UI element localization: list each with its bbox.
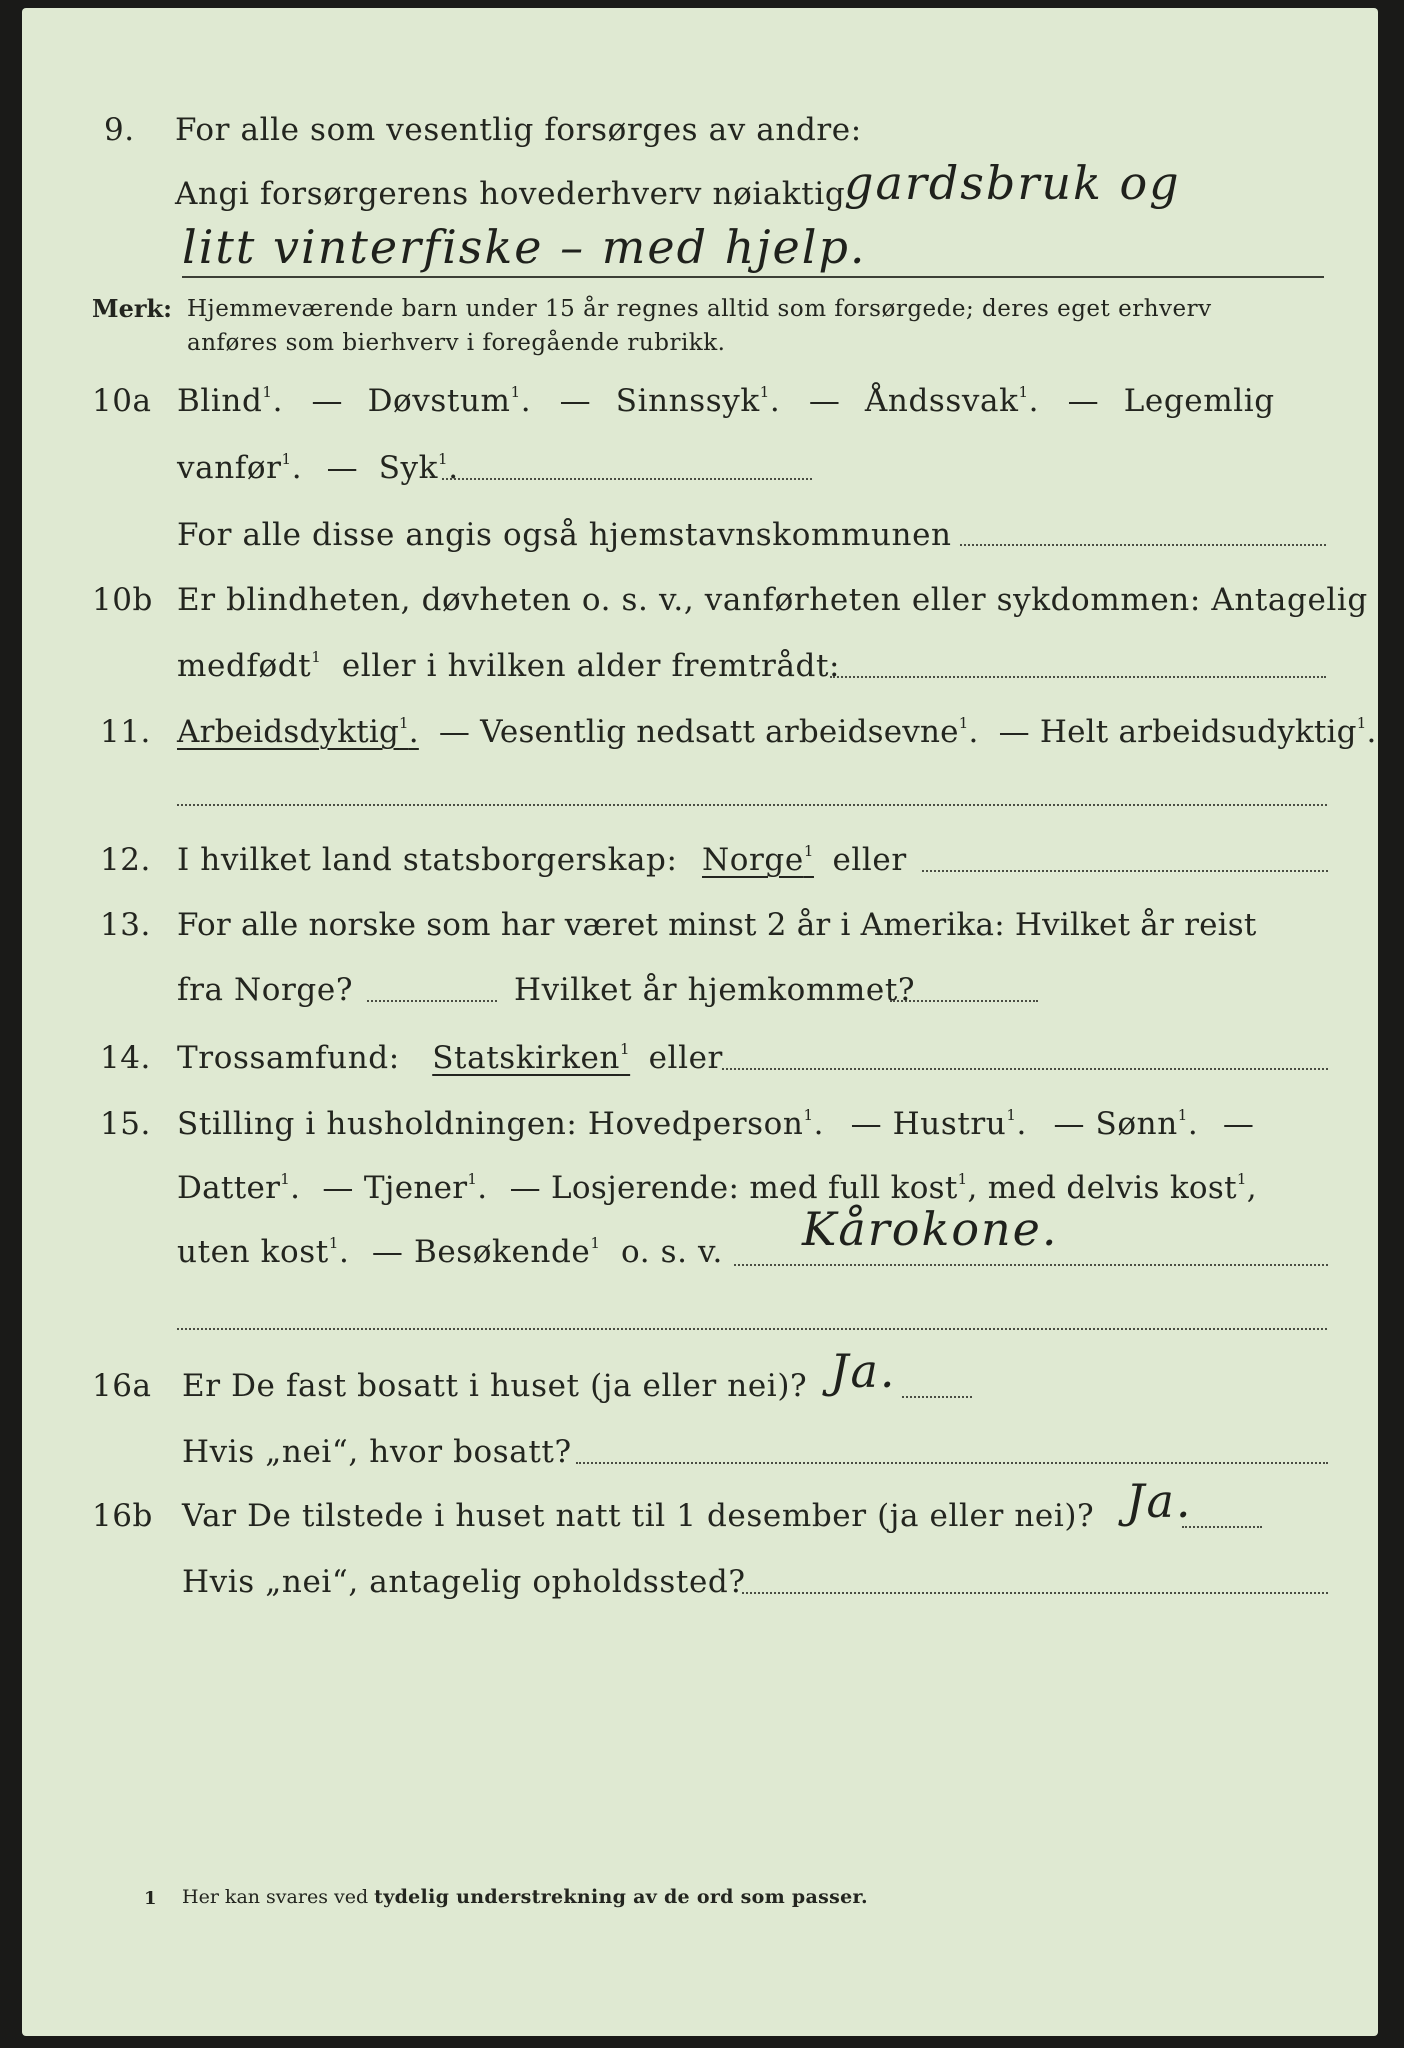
q9-handwritten-answer-b: litt vinterfiske – med hjelp. [182,220,867,274]
q10b-line1: Er blindheten, døvheten o. s. v., vanførheten eller sykdommen: Antagelig [177,582,1368,618]
q10b-line2: medfødt$^1$ eller i hvilken alder fremtrådt: [177,648,841,684]
option-sinnssyk: Sinnssyk [615,383,760,419]
q16b-answer-line [1182,1526,1262,1528]
q16b-opholdssted-answer-line [742,1592,1328,1594]
option-tjener: — Tjener [322,1170,468,1206]
option-datter: Datter [177,1170,281,1206]
q12-number: 12. [100,842,151,878]
q14-number: 14. [100,1040,151,1076]
q13-line1: For alle norske som har været minst 2 år i Amerika: Hvilket år reist [177,907,1257,943]
merk-line1: Hjemmeværende barn under 15 år regnes alltid som forsørgede; deres eget erhverv [187,296,1212,322]
q15-line1: Stilling i husholdningen: Hovedperson$^1$. — Hustru$^1$. — Sønn$^1$. — [177,1106,1255,1142]
q15-line3: uten kost$^1$. — Besøkende$^1$ o. s. v. [177,1234,723,1270]
q10a-options-line2: vanfør$^1$. — Syk$^1$. [177,450,459,486]
merk-label: Merk: [92,294,172,323]
q9-line2: Angi forsørgerens hovederhverv nøiaktig [175,176,846,212]
q15-line2: Datter$^1$. — Tjener$^1$. — Losjerende: med full kost$^1$, med delvis kost$^1$, [177,1170,1257,1206]
q10a-syk-answer-line [442,478,812,480]
q15-answer-line [734,1264,1328,1266]
option-vanfor: vanfør [177,450,282,486]
q16a-answer-line [902,1396,972,1398]
q12-answer-line [922,870,1328,872]
option-vesentlig-nedsatt: — Vesentlig nedsatt arbeidsevne [438,714,959,750]
q9-number: 9. [104,112,135,148]
q16b-handwritten-answer: Ja. [1126,1474,1193,1528]
q15-number: 15. [100,1106,151,1142]
option-helt-arbeidsudyktig: — Helt arbeidsudyktig [998,714,1357,750]
option-arbeidsdyktig-underlined: Arbeidsdyktig$^1$. [177,714,419,750]
q10a-options-line1: Blind$^1$. — Døvstum$^1$. — Sinnssyk$^1$. — Åndssvak$^1$. — Legemlig [177,383,1275,419]
q11-number: 11. [100,714,151,750]
option-uten-kost: uten kost [177,1234,329,1270]
q15-handwritten-answer: Kårokone. [802,1202,1059,1256]
q12-line: I hvilket land statsborgerskap: Norge$^1$ eller [177,842,907,878]
option-losjerende-full-kost: — Losjerende: med full kost [509,1170,958,1206]
q9-line1: For alle som vesentlig forsørges av andre: [175,112,862,148]
option-norge-underlined: Norge$^1$ [702,842,814,878]
q11-options: Arbeidsdyktig$^1$. — Vesentlig nedsatt arbeidsevne$^1$. — Helt arbeidsudyktig$^1$. [177,714,1377,750]
q10b-number: 10b [92,582,153,618]
option-delvis-kost: , med delvis kost [967,1170,1237,1206]
option-hovedperson: Stilling i husholdningen: Hovedperson [177,1106,804,1142]
option-blind: Blind [177,383,263,419]
q14-answer-line [722,1068,1328,1070]
q16b-line1: Var De tilstede i huset natt til 1 desember (ja eller nei)? [182,1498,1095,1534]
q16a-number: 16a [92,1368,152,1404]
q16a-line1: Er De fast bosatt i huset (ja eller nei)? [182,1368,808,1404]
q16a-handwritten-answer: Ja. [830,1344,897,1398]
q13-hjemkommet-answer-line [890,1000,1038,1002]
option-sonn: — Sønn [1053,1106,1178,1142]
q14-line: Trossamfund: Statskirken$^1$ eller [177,1040,723,1076]
q13-reist-answer-line [367,1000,497,1002]
footnote-text: Her kan svares ved tydelig understrekning av de ord som passer. [182,1886,868,1908]
q13-number: 13. [100,907,151,943]
option-dovstum: Døvstum [367,383,511,419]
q15-extra-answer-line [177,1328,1327,1330]
footnote-mark: 1 [144,1888,157,1909]
q10a-kommune-answer-line [960,544,1326,546]
q9-answer-line [182,276,1324,278]
option-besokende: — Besøkende [371,1234,591,1270]
census-form-page [22,8,1378,2036]
q10a-number: 10a [92,383,152,419]
option-andssvak: Åndssvak [864,383,1019,419]
option-hustru: — Hustru [850,1106,1007,1142]
option-syk: Syk [378,450,439,486]
q16b-line2: Hvis „nei“, antagelig opholdssted? [182,1564,746,1600]
q16b-number: 16b [92,1498,153,1534]
q13-fra-norge: fra Norge? [177,972,354,1008]
option-medfodt: medfødt [177,648,312,684]
option-legemlig: Legemlig [1123,383,1275,419]
q16a-line2: Hvis „nei“, hvor bosatt? [182,1434,572,1470]
q16a-bosatt-answer-line [576,1462,1328,1464]
q9-handwritten-answer-a: gardsbruk og [844,156,1181,210]
merk-line2: anføres som bierhverv i foregående rubrikk. [187,330,726,356]
q10a-line3: For alle disse angis også hjemstavnskommunen [177,517,952,553]
q11-answer-line [177,804,1327,806]
q10b-answer-line [830,676,1326,678]
q13-hjemkommet: Hvilket år hjemkommet? [514,972,916,1008]
option-statskirken-underlined: Statskirken$^1$ [432,1040,631,1076]
